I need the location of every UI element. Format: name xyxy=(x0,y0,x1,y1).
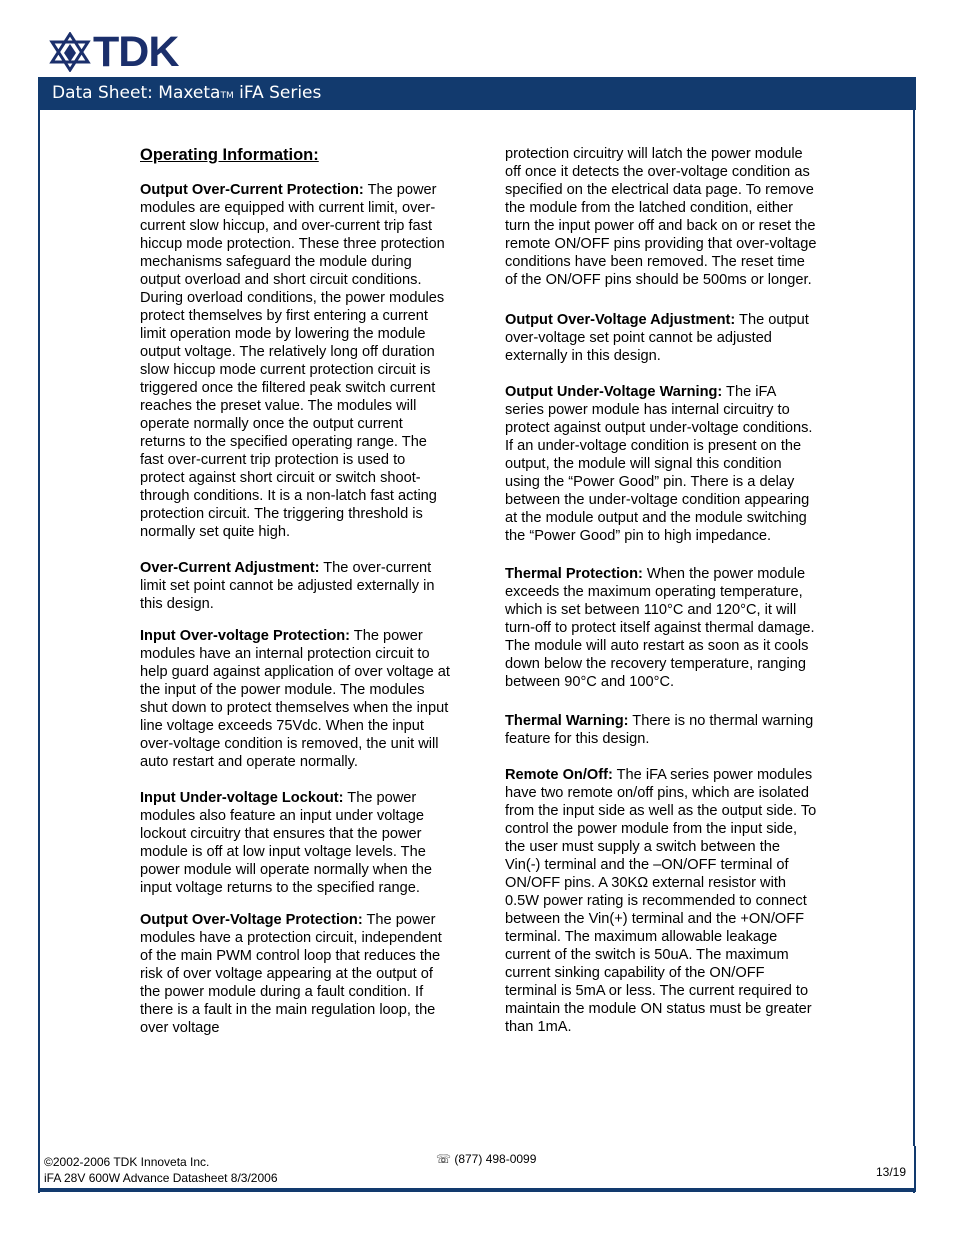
paragraph-body: The power modules have an internal protection circuit to help guard against application of over voltage at the input of the power module. The modules shut down to protect themselves when the input line voltage exceeds 75Vdc. When the input over-voltage condition is removed, the unit will auto restart and operate normally. xyxy=(140,628,450,770)
paragraph-input-over-voltage xyxy=(140,627,452,771)
paragraph-output-over-voltage xyxy=(140,911,452,1037)
paragraph-heading: Over-Current Adjustment: xyxy=(140,560,320,576)
paragraph-heading: Input Under-voltage Lockout: xyxy=(140,790,344,806)
page-frame-right xyxy=(913,110,915,1193)
tdk-logo xyxy=(48,28,214,76)
paragraph-body: There is no thermal warning feature for this design. xyxy=(505,713,814,747)
paragraph-body: The output over-voltage set point cannot be adjusted externally in this design. xyxy=(505,312,809,364)
section-title: Operating Information: xyxy=(140,146,319,164)
paragraph-body: The power modules are equipped with current limit, over-current slow hiccup, and over-current trip fast hiccup mode protection. These three protection mechanisms safeguard the module during output overload and short circuit conditions. During overload conditions, the power modules protect themselves by first entering a current limit operation mode by lowering the module output voltage. The relatively long off duration slow hiccup mode current protection circuit is triggered once the filtered peak switch current reaches the preset value. The modules will operate normally once the output current returns to the specified operating range. The fast over-current trip protection is used to protect against short circuit or switch shoot-through conditions. It is a non-latch fast acting protection circuit. The triggering threshold is normally set quite high. xyxy=(140,182,445,540)
paragraph-heading: Output Over-Voltage Protection: xyxy=(140,912,363,928)
paragraph-body: The over-current limit set point cannot be adjusted externally in this design. xyxy=(140,560,435,612)
paragraph-heading: Output Over-Voltage Adjustment: xyxy=(505,312,736,328)
paragraph-heading: Remote On/Off: xyxy=(505,767,613,783)
paragraph-body: protection circuitry will latch the power module off once it detects the over-voltage condition as specified on the electrical data page. To remove the module from the latched condition, either turn the input power off and back on or reset the remote ON/OFF pins providing that over-voltage conditions have been removed. The reset time of the ON/OFF pins should be 500ms or longer. xyxy=(505,146,817,288)
paragraph-heading: Output Under-Voltage Warning: xyxy=(505,384,723,400)
footer-document-info: iFA 28V 600W Advance Datasheet 8/3/2006 xyxy=(44,1171,278,1185)
right-column xyxy=(505,145,817,1036)
footer-bar xyxy=(38,1146,916,1192)
paragraph-over-voltage-adjustment xyxy=(505,311,817,365)
paragraph-body: The power modules have a protection circuit, independent of the main PWM control loop that reduces the risk of over voltage appearing at the output of the power module during a fault condition. If there is a fault in the main regulation loop, the over voltage xyxy=(140,912,442,1036)
paragraph-under-voltage-warning xyxy=(505,383,817,545)
paragraph-heading: Input Over-voltage Protection: xyxy=(140,628,351,644)
header-bar xyxy=(38,77,916,110)
paragraph-heading: Thermal Protection: xyxy=(505,566,643,582)
paragraph-body: The power modules also feature an input under voltage lockout circuitry that ensures that the power module is off at low input voltage levels. The power module will operate normally when the input voltage returns to the specified range. xyxy=(140,790,433,896)
paragraph-body: The iFA series power module has internal circuitry to protect against output under-voltage conditions. If an under-voltage condition is present on the output, the module will signal this condition using the “Power Good” pin. There is a delay between the under-voltage condition appearing at the module output and the module switching the “Power Good” pin to high impedance. xyxy=(505,384,813,544)
logo-text: TDK xyxy=(93,28,179,76)
tdk-star-logo-icon xyxy=(48,32,92,72)
paragraph-body: When the power module exceeds the maximum operating temperature, which is set between 110°C and 120°C, it will turn-off to protect itself against thermal damage. The module will auto restart as soon as it cools down below the recovery temperature, ranging between 90°C and 100°C. xyxy=(505,566,815,690)
page-title: Data Sheet: MaxetaTM iFA Series xyxy=(52,83,322,103)
footer-page-number: 13/19 xyxy=(875,1165,906,1179)
page-frame-left xyxy=(38,110,40,1193)
paragraph-output-over-current xyxy=(140,181,452,541)
trademark-mark: TM xyxy=(220,91,234,101)
paragraph-ovp-continued xyxy=(505,145,817,289)
left-column xyxy=(140,145,452,1037)
footer-phone: ☏ (877) 498-0099 xyxy=(436,1152,537,1166)
paragraph-body: The iFA series power modules have two remote on/off pins, which are isolated from the input side as well as the output side. To control the power module from the input side, the user must supply a switch between the Vin(-) terminal and the –ON/OFF terminal of ON/OFF pins. A 30KΩ external resistor with 0.5W power rating is recommended to connect between the Vin(+) terminal and the +ON/OFF terminal. The maximum allowable leakage current of the switch is 50uA. The maximum current sinking capability of the ON/OFF terminal is 5mA or less. The current required to maintain the module ON status must be greater than 1mA. xyxy=(505,767,817,1035)
paragraph-heading: Output Over-Current Protection: xyxy=(140,182,364,198)
paragraph-over-current-adjustment xyxy=(140,559,452,613)
paragraph-input-under-voltage xyxy=(140,789,452,897)
paragraph-remote-on-off xyxy=(505,766,817,1036)
paragraph-thermal-warning xyxy=(505,712,817,748)
paragraph-heading: Thermal Warning: xyxy=(505,713,629,729)
paragraph-thermal-protection xyxy=(505,565,817,691)
footer-inner xyxy=(40,1146,914,1188)
footer-copyright: ©2002-2006 TDK Innoveta Inc. xyxy=(44,1155,210,1169)
